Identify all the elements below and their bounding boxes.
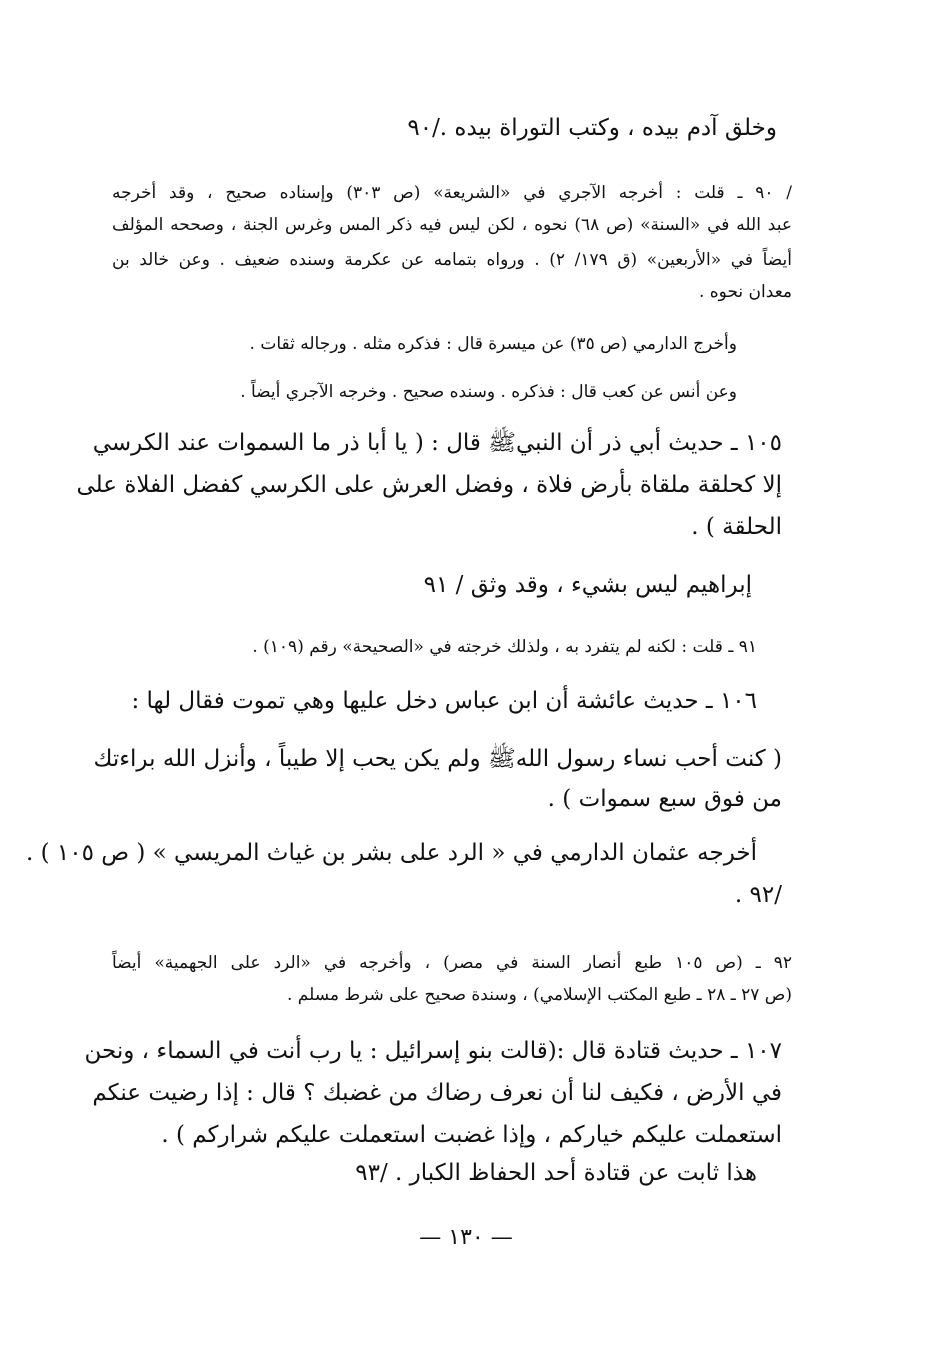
text-line: وخلق آدم بيده ، وكتب التوراة بيده ./٩٠ (407, 115, 777, 141)
footnote-90-line: / ٩٠ ـ قلت : أخرجه الآجري في «الشريعة» (ص ٣٠٣) وإسناده صحيح ، وقد أخرجه (112, 183, 792, 203)
hadith-105-line: الحلقة ) . (691, 514, 782, 540)
text-line: هذا ثابت عن قتادة أحد الحفاظ الكبار . /٩٣ (355, 1160, 757, 1186)
hadith-106-line: ( كنت أحب نساء رسول اللهﷺ ولم يكن يحب إلا طيباً ، وأنزل الله براءتك (93, 746, 782, 772)
hadith-105-line: إلا كحلقة ملقاة بأرض فلاة ، وفضل العرش على الكرسي كفضل الفلاة على (76, 472, 782, 498)
text-line: /٩٢ . (734, 882, 782, 908)
hadith-107-line: في الأرض ، فكيف لنا أن نعرف رضاك من غضبك ؟ قال : إذا رضيت عنكم (92, 1080, 782, 1106)
text-line: إبراهيم ليس بشيء ، وقد وثق / ٩١ (423, 572, 752, 598)
footnote-90-line: وأخرج الدارمي (ص ٣٥) عن ميسرة قال : فذكره مثله . ورجاله ثقات . (249, 334, 737, 354)
hadith-107-line: استعملت عليكم خياركم ، وإذا غضبت استعملت عليكم شراركم ) . (161, 1122, 782, 1148)
hadith-106-line: من فوق سبع سموات ) . (547, 786, 782, 812)
hadith-106-line: ١٠٦ ـ حديث عائشة أن ابن عباس دخل عليها وهي تموت فقال لها : (131, 688, 757, 714)
footnote-92-line: (ص ٢٧ ـ ٢٨ ـ طبع المكتب الإسلامي) ، وسندة صحيح على شرط مسلم . (286, 985, 792, 1005)
hadith-105-line: ١٠٥ ـ حديث أبي ذر أن النبيﷺ قال : ( يا أبا ذر ما السموات عند الكرسي (92, 430, 782, 456)
footnote-90-line: وعن أنس عن كعب قال : فذكره . وسنده صحيح . وخرجه الآجري أيضاً . (240, 382, 737, 402)
footnote-90-line: عبد الله في «السنة» (ص ٦٨) نحوه ، لكن ليس فيه ذكر المس وغرس الجنة ، وصححه المؤلف (112, 215, 792, 235)
footnote-92-line: ٩٢ ـ (ص ١٠٥ طبع أنصار السنة في مصر) ، وأخرجه في «الرد على الجهمية» أيضاً (112, 953, 792, 973)
footnote-91-line: ٩١ ـ قلت : لكنه لم يتفرد به ، ولذلك خرجته في «الصحيحة» رقم (١٠٩) . (252, 637, 757, 657)
footnote-90-line: أيضاً في «الأربعين» (ق ١٧٩/ ٢) . ورواه بتمامه عن عكرمة وسنده ضعيف . وعن خالد بن (112, 250, 793, 270)
hadith-107-line: ١٠٧ ـ حديث قتادة قال :(قالت بنو إسرائيل : يا رب أنت في السماء ، ونحن (84, 1038, 782, 1064)
text-line: أخرجه عثمان الدارمي في « الرد على بشر بن غياث المريسي » ( ص ١٠٥ ) . (25, 840, 757, 866)
page-number: — ١٣٠ — (419, 1225, 513, 1250)
footnote-90-line: معدان نحوه . (698, 282, 792, 302)
